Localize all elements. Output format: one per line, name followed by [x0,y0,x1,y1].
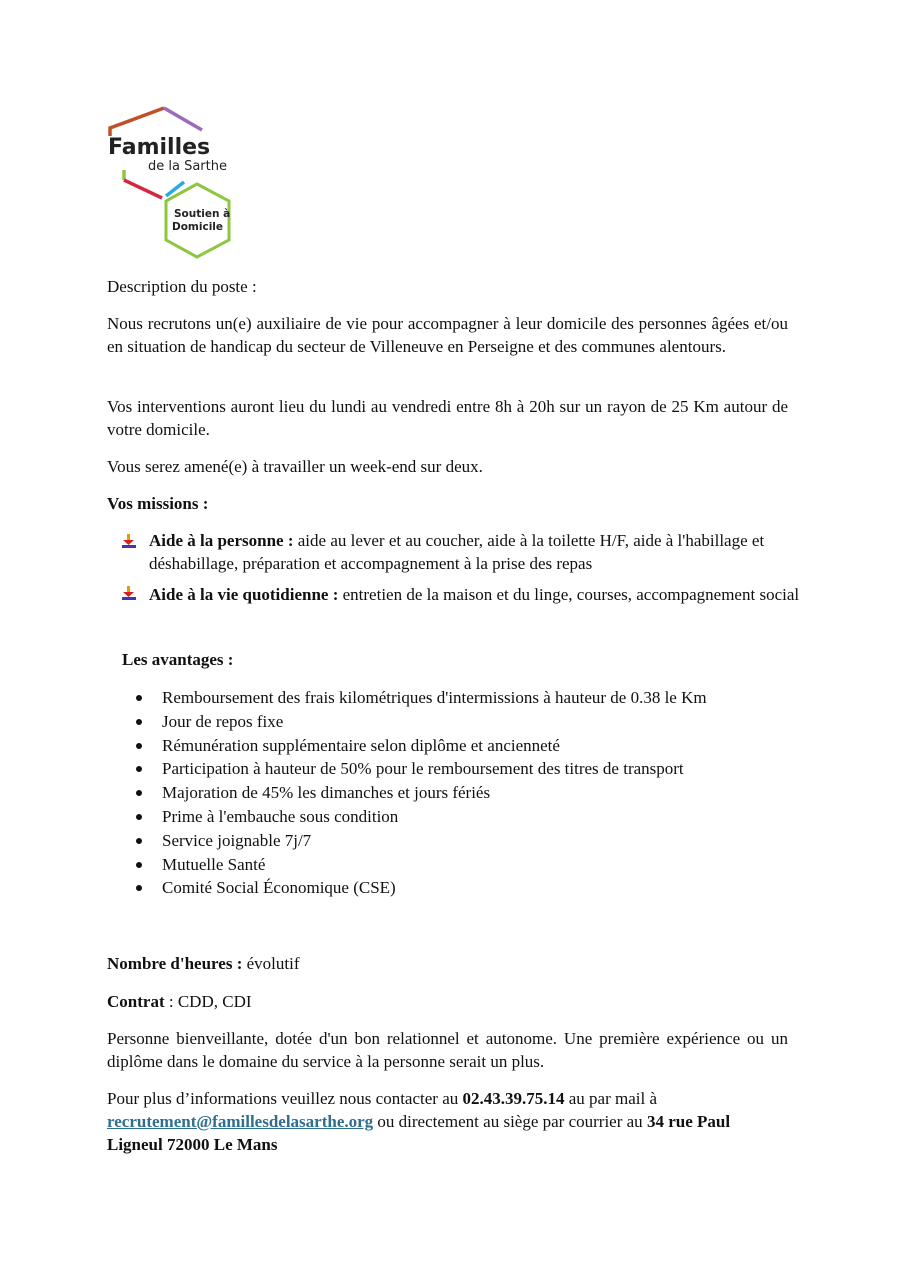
bullet-icon [136,790,142,796]
logo-subtitle: de la Sarthe [148,159,227,174]
list-item: Majoration de 45% les dimanches et jours fériés [133,781,707,805]
bullet-icon [136,743,142,749]
contact-paragraph: Pour plus d’informations veuillez nous contacter au 02.43.39.75.14 au par mail à recrutement@famillesdelasarthe.org ou directement au siège par courrier au 34 rue Paul Ligneul 72000 Le Mans [107,1089,731,1154]
avantages-heading: Les avantages : [122,650,234,669]
contrat-line: Contrat : CDD, CDI [107,992,252,1011]
list-item: Participation à hauteur de 50% pour le remboursement des titres de transport [133,757,707,781]
bullet-icon [136,838,142,844]
avantages-list [133,686,707,900]
logo-title: Familles [108,135,211,160]
logo-hex-bottom-left [124,180,162,198]
list-item: Comité Social Économique (CSE) [133,876,707,900]
email-link[interactable]: recrutement@famillesdelasarthe.org [107,1112,374,1131]
mission-text: aide au lever et au coucher, aide à la toilette H/F, aide à l'habillage et déshabillage, préparation et accompagnement à la prise des repas [149,531,765,573]
list-item: Jour de repos fixe [133,710,707,734]
bullet-icon [136,862,142,868]
description-para2: Vos interventions auront lieu du lundi au vendredi entre 8h à 20h sur un rayon de 25 Km autour de votre domicile. [107,397,788,439]
postal-address: 34 rue Paul Ligneul 72000 Le Mans [107,1112,731,1154]
bullet-icon [136,695,142,701]
bullet-icon [136,766,142,772]
missions-heading: Vos missions : [107,494,209,513]
description-heading: Description du poste : [107,277,257,296]
list-item: Rémunération supplémentaire selon diplôme et ancienneté [133,734,707,758]
heures-line: Nombre d'heures : évolutif [107,954,300,973]
mission-title: Aide à la personne : [149,531,294,550]
logo-badge-line2: Domicile [172,221,224,233]
mission-title: Aide à la vie quotidienne : [149,585,339,604]
mission-text: entretien de la maison et du linge, courses, accompagnement social [338,585,800,604]
bullet-icon [136,719,142,725]
profil-paragraph: Personne bienveillante, dotée d'un bon relationnel et autonome. Une première expérience ou un diplôme dans le domaine du service à la personne serait un plus. [107,1029,788,1071]
missions-list [121,529,801,610]
list-item: Mutuelle Santé [133,853,707,877]
list-item: Service joignable 7j/7 [133,829,707,853]
arrow-down-bullet-icon [121,586,137,600]
mission-item [121,579,801,610]
list-item: Remboursement des frais kilométriques d'intermissions à hauteur de 0.38 le Km [133,686,707,710]
mission-item [121,529,801,575]
phone-number: 02.43.39.75.14 [462,1089,565,1108]
logo-badge-line1: Soutien à [174,208,231,220]
logo-hex-top-right [164,108,202,130]
list-item: Prime à l'embauche sous condition [133,805,707,829]
logo-hex-top-left [110,108,164,136]
familles-logo [104,104,239,264]
description-para3: Vous serez amené(e) à travailler un week-end sur deux. [107,457,483,476]
bullet-icon [136,814,142,820]
arrow-down-bullet-icon [121,534,137,548]
description-para1: Nous recrutons un(e) auxiliaire de vie pour accompagner à leur domicile des personnes âgées et/ou en situation de handicap du secteur de Villeneuve en Perseigne et des communes alentours. [107,314,788,356]
bullet-icon [136,885,142,891]
